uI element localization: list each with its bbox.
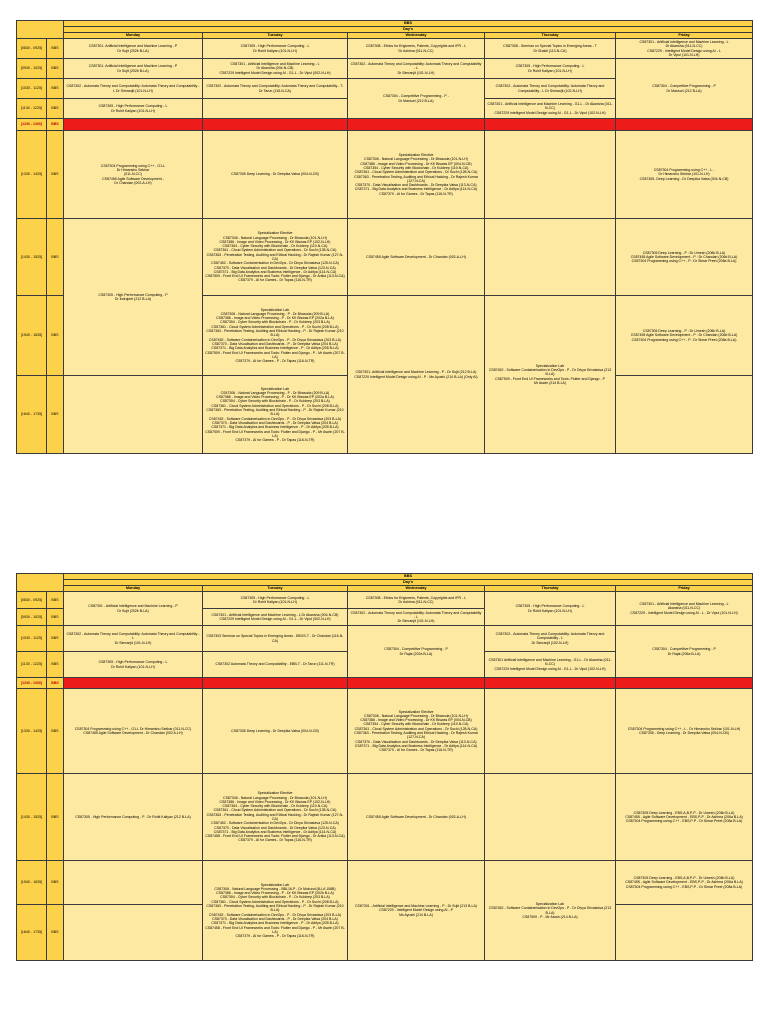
class-cell: CS87305 - High Performance Computing - L Dr Rohit Kaliyan (101-N-LH) [485, 592, 616, 626]
batch-cell: BBS [47, 376, 64, 454]
class-cell: CS87455 Agile Software Development - Dr Chandan (002-A-LH) [348, 774, 485, 861]
class-cell: CS87302 - Automata Theory and Computability: Automata Theory and Computability - L Dr Simranjit (101-N-LH) [64, 626, 203, 652]
class-cell: CS87302 - Automata Theory and Computability: Automata Theory and Computability - L Dr Simranjit (102-N-LH) [485, 79, 616, 99]
time-slot: [1540 - 1635] [17, 296, 47, 376]
class-cell: CS87301 - Artificial Intelligence and Machine Learning - L Dr Akansha (004-N-CB) CS87229 Intelligent Model Design using AI - G1-L - Dr Vipul (002-N-LH) [203, 609, 348, 626]
lunch-cell [485, 119, 616, 131]
class-cell: Specialization Lab CS87452 - Software Containerisation in DevOps - P - Dr Divya Srivastava (213 B-LA) CS87509 - Front End UI Frameworks and Tools: Flutter and Django - P Mr Aswin (214 B-LA) [485, 296, 616, 454]
class-cell: Specialization Elective CS87306 - Natural Language Processing - Dr Bhasoda (101-N-LH) CS87386 - Image and Video Processing - Dr KK Biswas EP (102-N-LH) CS87354 - Cyber Security with Blockchain - Dr Kuldeep (119-N-CA) CS87361 - Cloud System Administration and Operations - Dr Suchi (128-N-CA) CS87363 - Penetration Testing, Auditing and Ethical Hacking - Dr Rajesh Kumar (127-N-CA) CS87452 - Software Containerisation in DevOps - Dr Divya Srivastava (125-N-CA) CS87370 - Data Visualisation and Dashboards - Dr Deepika Vatsa (123-N-CA) CS87371 - Big Data Analytics and Business Intelligence - Dr Aditya (114-N-CA) CS87458 - Front End UI Frameworks and Tools: Flutter and Django - Dr Anika (113-N-CA) CS87379 - AI for Games - Dr Tapas (116-N-TR) [203, 774, 348, 861]
lunch-cell [203, 678, 348, 689]
time-slot: [1030 - 1125] [17, 626, 47, 652]
lunch-cell [64, 119, 203, 131]
lunch-cell [616, 119, 753, 131]
class-cell: CS87305 Deep Learning - Dr Deepika Vatsa (004-N-CB) [203, 689, 348, 774]
days-label: Day's [64, 27, 753, 33]
batch-cell: BBS [47, 99, 64, 119]
batch-cell: BBS [47, 861, 64, 905]
day-header-tuesday: Tuesday [203, 586, 348, 592]
corner-blank [17, 574, 64, 592]
day-header-thursday: Thursday [485, 586, 616, 592]
time-slot: [1640 - 1735] [17, 376, 47, 454]
table-title: BBS [64, 574, 753, 580]
day-header-monday: Monday [64, 33, 203, 39]
class-cell-empty [485, 689, 616, 774]
class-cell: Specialization Lab CS87306 - Natural Language Processing - P - Dr Bhasoda (209 B-LA) CS87386 - Image and Video Processing - P - Dr KK Biswas EP (202a B-LA) CS87354 - Cyber Security with Blockchain - P - Dr Kuldeep (203 B-LA) CS87361 - Cloud System Administration and Operations - P - Dr Suchi (208 B-LA) CS87363 - Penetration Testing, Auditing and Ethical Hacking - P - Dr Rajesh Kumar (210 B-LA) CS87452 - Software Containerisation in DevOps - P - Dr Divya Srivastava (203 B-LA) CS87370 - Data Visualisation and Dashboards - P - Dr Deepika Vatsa (204 B-LA) CS87371 - Big Data Analytics and Business Intelligence - P - Dr Aditya (205 B-LA) CS87509 - Front End UI Frameworks and Tools: Flutter and Django - P - Mr Aswin (207 B-LA) CS87379 - AI for Games - P - Dr Tapas (116-N-TR) [203, 376, 348, 454]
class-cell: CS87301 - Artificial Intelligence and Machine Learning - L Dr Akansha (011-N-CC) CS87229 - Intelligent Model Design using AI - L Dr Vipul (101-N-LH) [616, 39, 753, 59]
corner-blank [17, 21, 64, 39]
lunch-cell [616, 678, 753, 689]
time-slot: [1430 - 1525] [17, 219, 47, 296]
time-slot: [1330 - 1425] [17, 131, 47, 219]
batch-cell: BBS [47, 592, 64, 609]
class-cell: CS87305 Deep Learning - P : Dr Umesh (206b B-LA) CS87455 Agile Software Development - P : Dr Chandan (206d B-LA) CS87304 Programming using C++ - P : Dr Simar Preet (208a B-LA) [616, 296, 753, 376]
class-cell: CS87304 - Competitive Programming - P - Dr Mansuri (212 B-LA) [348, 79, 485, 119]
time-slot: [0930 - 1025] [17, 59, 47, 79]
class-cell: CS87302 - Automata Theory and Computability: Automata Theory and Computability - L Dr Simranjit (101-N-LH) [64, 79, 203, 99]
class-cell-empty [485, 131, 616, 219]
table-title: BBS [64, 21, 753, 27]
day-header-tuesday: Tuesday [203, 33, 348, 39]
lunch-batch-cell: BBS [47, 678, 64, 689]
class-cell-empty [616, 905, 753, 961]
class-cell: Specialization Lab CS87306 - Natural Language Processing - BBL16-P - Dr Mukund (B-LA 108B) CS87386 - Image and Video Processing - P - Dr KK Biswas EP (202b B-LA) CS87354 - Cyber Security with Blockchain - P - Dr Kuldeep (203 B-LA) CS87361 - Cloud System Administration and Operations - P - Dr Suchi (208 B-LA) CS87363 - Penetration Testing, Auditing and Ethical Hacking - P - Dr Rajesh Kumar (210 B-LA) CS87452 - Software Containerisation in DevOps - P - Dr Divya Srivastava (203 B-LA) CS87370 - Data Visualisation and Dashboards - P - Dr Deepika Vatsa (204 B-LA) CS87371 - Big Data Analytics and Business Intelligence - P - Dr Aditya (205 B-LA) CS87458 - Front End UI Frameworks and Tools: Flutter and Django - P - Mr Aswin (207 B-LA) CS87379 - AI for Games - P - Dr Tapas (116-N-TR) [203, 861, 348, 961]
lunch-cell [203, 119, 348, 131]
class-cell: CS87305 - High Performance Computing - L Dr Rohit Kaliyan (101-N-LH) [64, 99, 203, 119]
class-cell: CS87301 - Artificial Intelligence and Machine Learning - G1-L - Dr Akansha (011-N-CC) CS87229 Intelligent Model Design using AI - G1-L - Dr Vipul (102-N-LH) [485, 99, 616, 119]
class-cell: CS87304 - Competitive Programming - P Dr Rajat (202a B-LA) [348, 626, 485, 678]
class-cell: Specialization Elective CS87306 - Natural Language Processing - Dr Bhasoda (101-N-LH) CS87386 - Image and Video Processing - Dr KK Biswas EP (004-N-CB) CS87354 - Cyber Security with Blockchain - Dr Kuldeep (119-N-CA) CS87361 - Cloud System Administration and Operations - Dr Suchi (128-N-CA) CS87363 - Penetration Testing, Auditing and Ethical Hacking - Dr Rajesh Kumar (127-N-CA) CS87370 - Data Visualisation and Dashboards - Dr Deepika Vatsa (113-N-CA) CS87371 - Big Data Analytics and Business Intelligence - Dr Aditya (114-N-CA) CS87379 - AI for Games - Dr Tapas (116-N-TR) [348, 131, 485, 219]
class-cell: CS87301 - Artificial Intelligence and Machine Learning - P - Dr Sujit (213 B-LA) CS87229 - Intelligent Model Design using AI - P Ms Ayushi (214 B-LA) [348, 861, 485, 961]
day-header-thursday: Thursday [485, 33, 616, 39]
class-cell: Specialization Elective CS87306 - Natural Language Processing - Dr Bhasoda (101-N-LH) CS87386 - Image and Video Processing - Dr KK Biswas EP (102-N-LH) CS87354 - Cyber Security with Blockchain - Dr Kuldeep (119-N-CA) CS87361 - Cloud System Administration and Operations - Dr Suchi (128-N-CA) CS87363 - Penetration Testing, Auditing and Ethical Hacking - Dr Rajesh Kumar (127-N-CA) CS87452 - Software Containerisation in DevOps - Dr Divya Srivastava (125-N-CA) CS87370 - Data Visualisation and Dashboards - Dr Deepika Vatsa (123-N-CA) CS87371 - Big Data Analytics and Business Intelligence - Dr Aditya (114-N-CA) CS87509 - Front End UI Frameworks and Tools: Flutter and Django - Dr Anika (113-N-CA) CS87379 - AI for Games - Dr Tapas (116-N-TR) [203, 219, 348, 296]
class-cell: CS87304 Programming using C++ - L - Dr Himanshu Sekhar (101-N-LH) CS87305- Deep Learning - Dr Deepika Vatsa (004-N-CB) [616, 131, 753, 219]
class-cell: CS87305 - High Performance Computing - P Dr Indrajeet (212 B-LA) [64, 219, 203, 376]
class-cell-empty [485, 774, 616, 861]
class-cell: CS87305 Deep Learning - EBS,A,B,P-P - Dr Umesh (206b B-LA) CS87455 - Agile Software Development - EBS,P-P - Dr Ashima (206a B-LA) CS87304 Programming using C++ - EBS,P-P - Dr Simar Preet (208a B-LA) [616, 774, 753, 861]
class-cell: CS87304 - Competitive Programming - P Dr Mansuri (212 B-LA) [616, 59, 753, 119]
class-cell-empty [203, 99, 348, 119]
time-slot: [1640 - 1735] [17, 905, 47, 961]
lunch-time-slot: [1230 - 1300] [17, 678, 47, 689]
batch-cell: BBS [47, 79, 64, 99]
class-cell: CS87305 - High Performance Computing - L Dr Rohit Kaliyan (101-N-LH) [485, 59, 616, 79]
batch-cell: BBS [47, 905, 64, 961]
time-slot: [0930 - 1025] [17, 609, 47, 626]
class-cell: CS87302 Automata Theory and Computability - EBB-T - Dr Tarun (111-N-TR) [203, 652, 348, 678]
class-cell: CS87301 - Artificial Intelligence and Machine Learning - P Dr Sujit (202b B-LA) [64, 592, 203, 626]
class-cell-empty [64, 861, 203, 905]
days-label: Day's [64, 580, 753, 586]
class-cell: CS87301 - Artificial Intelligence and Machine Learning - L Akansha (011-N-CC) CS87229 - Intelligent Model Design using AI - L - Dr Vipul (101-N-LH) [616, 592, 753, 626]
lunch-cell [64, 678, 203, 689]
class-cell: CS87455 Agile Software Development - Dr Chandan (002-A-LH) [348, 219, 485, 296]
class-cell-empty [64, 905, 203, 961]
class-cell: CS87305 - High Performance Computing - L Dr Rohit Kaliyan (101-N-LH) [64, 652, 203, 678]
class-cell: CS87301 - Artificial Intelligence and Machine Learning - L Dr Akansha (004-N-CB) CS87229 Intelligent Model Design using AI - G1-L - Dr Vipul (002-N-LH) [203, 59, 348, 79]
class-cell: CS87308 - Ethics for Engineers, Patents, Copyrights and IPR - L Dr Ashima (011-N-CC) [348, 592, 485, 609]
day-header-wednesday: Wednesday [348, 586, 485, 592]
class-cell: CS87302 - Automata Theory and Computability: Automata Theory and Computability - L Dr Simranjit (102-N-LH) [485, 626, 616, 652]
class-cell-empty [616, 376, 753, 454]
lunch-cell [485, 678, 616, 689]
batch-cell: BBS [47, 774, 64, 861]
class-cell: CS87304 - Competitive Programming - P Dr Rajat (206a B-LA) [616, 626, 753, 678]
class-cell: CS87305 Deep Learning - EBS,A,B,P-P - Dr Umesh (206b B-LA) CS87455 - Agile Software Development - EBS,P-P - Dr Ashima (206a B-LA) CS87304 Programming using C++ - EBS,P-P - Dr Simar Preet (208a B-LA) [616, 861, 753, 905]
lunch-batch-cell: BBS [47, 119, 64, 131]
class-cell-empty [485, 219, 616, 296]
class-cell: CS87305 - High Performance Computing - L Dr Rohit Kaliyan (101-N-LH) [203, 39, 348, 59]
class-cell: CS87301- Artificial Intelligence and Machine Learning - P - Dr Sujit (212 B-LA) CS87229 Intelligent Model Design using AI - P - Ms Ayushi (214 B-LA) (Only AI) [348, 296, 485, 454]
day-header-wednesday: Wednesday [348, 33, 485, 39]
batch-cell: BBS [47, 652, 64, 678]
timetable-2 [16, 573, 753, 961]
class-cell: CS87301- Artificial Intelligence and Machine Learning - P Dr Sujit (202b B-LA) [64, 59, 203, 79]
time-slot: [0830 - 0925] [17, 592, 47, 609]
class-cell: CS87304 Programming using C++ - L - Dr Himanshu Sekhar (101-N-LH) CS87305 - Deep Learning - Dr Deepika Vatsa (004-N-CB) [616, 689, 753, 774]
class-cell: CS87304 Programming using C++ - G1-L Dr Himanshu Sekhar (011-N-CC) CS87455 Agile Software Development - Dr Chandan (002 A-LH) [64, 689, 203, 774]
time-slot: [1030 - 1125] [17, 79, 47, 99]
class-cell: Specialization Lab CS87452 - Software Containerisation in DevOps - P - Dr Divya Srivastava (213 B-LA) CS87509 - P - Mr Aswin (214 B-LA) [485, 861, 616, 961]
class-cell: CS87304 Programming using C++ - G1-L Dr Himanshu Sekhar (011-N-CC) CS87455 Agile Software Development - Dr Chandan (002-A-LH) [64, 131, 203, 219]
lunch-cell [348, 119, 485, 131]
day-header-friday: Friday [616, 33, 753, 39]
class-cell: CS87305 Deep Learning - P : Dr Umesh (206b B-LA) CS87455 Agile Software Development - P : Dr Chandan (206d B-LA) CS87304 Programming using C++ - P : Dr Simar Preet (208a B-LA) [616, 219, 753, 296]
timetable-1 [16, 20, 753, 454]
class-cell: CS87308 - Ethics for Engineers, Patents, Copyrights and IPR - L Dr Ashima (011-N-CC) [348, 39, 485, 59]
batch-cell: BBS [47, 219, 64, 296]
lunch-time-slot: [1230 - 1300] [17, 119, 47, 131]
class-cell: CS87301- Artificial Intelligence and Machine Learning - P Dr Sujit (202b B-LA) [64, 39, 203, 59]
class-cell: CS87305 Deep Learning - Dr Deepika Vatsa (004-N-CB) [203, 131, 348, 219]
batch-cell: BBS [47, 626, 64, 652]
class-cell: CS87301 Artificial Intelligence and Machine Learning - G1-L - Dr Akansha (011-N-CC) CS87229 Intelligent Model Design using AI - G1-L - Dr Vipul (102-N-LH) [485, 652, 616, 678]
class-cell: CS87303 Seminar on Special Topics in Emerging Areas - EBOS-T - Dr Chandan (116-N-CA) [203, 626, 348, 652]
class-cell: CS87305 - High Performance Computing - L Dr Rohit Kaliyan (101-N-LH) [203, 592, 348, 609]
time-slot: [1430 - 1525] [17, 774, 47, 861]
batch-cell: BBS [47, 131, 64, 219]
class-cell: CS87302 - Automata Theory and Computability: Automata Theory and Computability - L Dr Simranjit (101-N-LH) [348, 59, 485, 79]
day-header-friday: Friday [616, 586, 753, 592]
class-cell: Specialization Elective CS87306 - Natural Language Processing - Dr Bhasoda (101-N-LH) CS87386 - Image and Video Processing - Dr KK Biswas EP (004-N-CB) CS87354 - Cyber Security with Blockchain - Dr Kuldeep (119-N-CA) CS87361 - Cloud System Administration and Operations - Dr Suchi (128-N-CA) CS87363 - Penetration Testing, Auditing and Ethical Hacking - Dr Rajesh Kumar (127-N-CA) CS87370 - Data Visualisation and Dashboards - Dr Deepika Vatsa (113-N-CA) CS87371 - Big Data Analytics and Business Intelligence - Dr Aditya (114-N-CA) CS87379 - AI for Games - Dr Tapas (116-N-TR) [348, 689, 485, 774]
class-cell: CS87302 - Automata Theory and Computability: Automata Theory and Computability - T- Dr Tarun (115-N-CA) [203, 79, 348, 99]
lunch-cell [348, 678, 485, 689]
class-cell-empty [64, 376, 203, 454]
batch-cell: BBS [47, 609, 64, 626]
class-cell: Specialization Lab CS87306 - Natural Language Processing - P - Dr Bhasoda (209 B-LA) CS87386 - Image and Video Processing - P - Dr KK Biswas EP (202a B-LA) CS87354 - Cyber Security with Blockchain - P - Dr Kuldeep (203 B-LA) CS87361 - Cloud System Administration and Operations - P - Dr Suchi (208 B-LA) CS87363 - Penetration Testing, Auditing and Ethical Hacking - P - Dr Rajesh Kumar (210 B-LA) CS87452 - Software Containerisation in DevOps - P - Dr Divya Srivastava (203 B-LA) CS87370 - Data Visualisation and Dashboards - P - Dr Deepika Vatsa (204 B-LA) CS87371 - Big Data Analytics and Business Intelligence - P - Dr Aditya (205 B-LA) CS87509 - Front End UI Frameworks and Tools: Flutter and Django - P - Mr Aswin (207 B-LA) CS87379 - AI for Games - P - Dr Tapas (116-N-TR) [203, 296, 348, 376]
class-cell: CS87302 - Automata Theory and Computability: Automata Theory and Computability - L Dr Simranjit (101-N-LH) [348, 609, 485, 626]
time-slot: [1540 - 1635] [17, 861, 47, 905]
class-cell: CS87308 - Seminar on Special Topics in Emerging Areas - T Dr Shakti (113-N-CA) [485, 39, 616, 59]
time-slot: [1330 - 1425] [17, 689, 47, 774]
class-cell: CS87305 - High Performance Computing - P - Dr Rohit Kaliyan (212 B-LA) [64, 774, 203, 861]
day-header-monday: Monday [64, 586, 203, 592]
batch-cell: BBS [47, 296, 64, 376]
batch-cell: BBS [47, 39, 64, 59]
time-slot: [0830 - 0925] [17, 39, 47, 59]
time-slot: [1130 - 1225] [17, 652, 47, 678]
time-slot: [1130 - 1225] [17, 99, 47, 119]
batch-cell: BBS [47, 59, 64, 79]
batch-cell: BBS [47, 689, 64, 774]
